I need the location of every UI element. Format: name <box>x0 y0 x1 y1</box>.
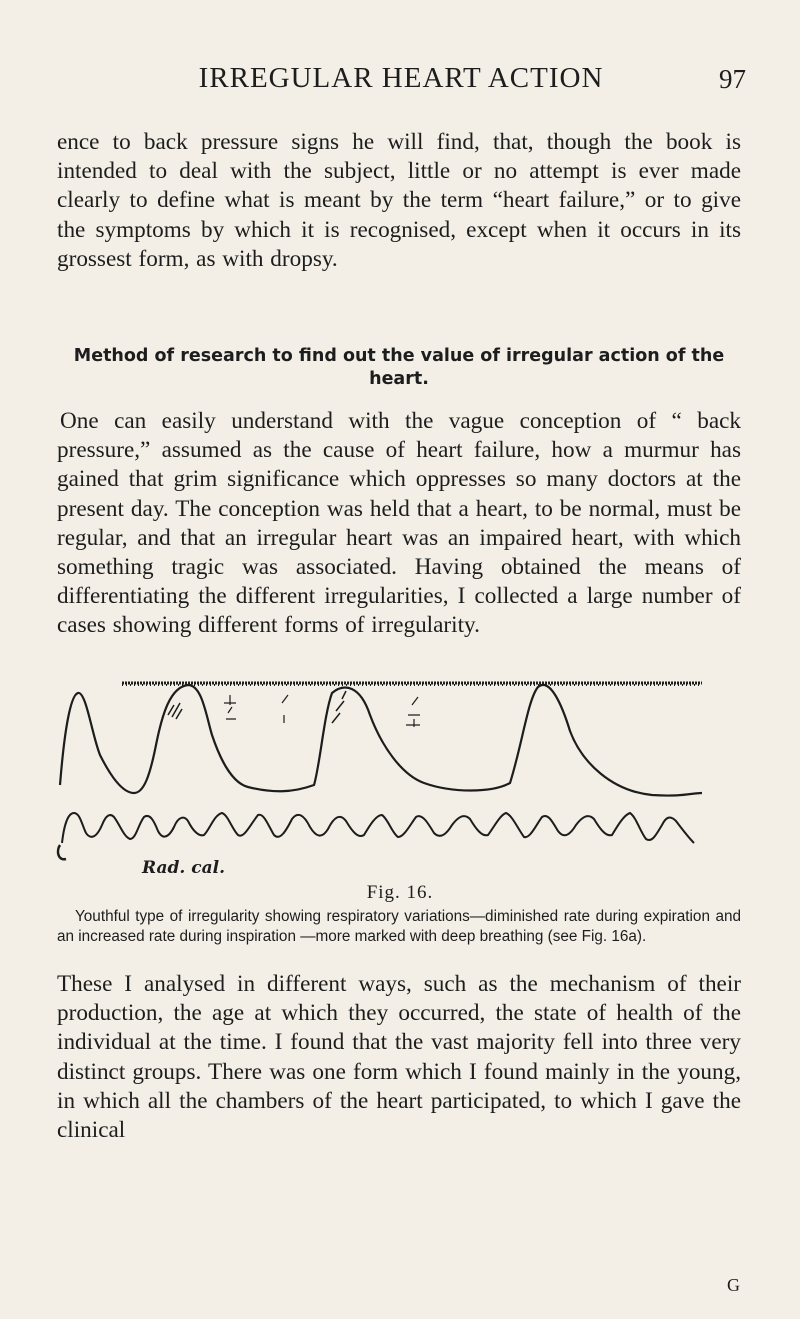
upper-tracing <box>60 685 702 796</box>
annotation-marks-3 <box>332 691 346 723</box>
running-head <box>56 62 746 96</box>
paragraph-1: ence to back pressure signs he will find, that, though the book is intended to deal with the subject, little or no attempt is ever made clearly to define what is meant by the term “heart failure,” or to give the symptoms by which it is recognised, except when it occurs in its grossest form, as with dropsy. <box>57 129 741 272</box>
figure-caption: Youthful type of irregularity showing respiratory variations—diminished rate during expiration and an increased rate during inspiration —more marked with deep breathing (see Fig. 16a). <box>57 908 741 945</box>
tracing-figure <box>52 675 752 895</box>
paragraph-3: These I analysed in different ways, such as the mechanism of their production, the age at which they occurred, the state of health of the individual at the time. I found that the vast majority fell into three very distinct groups. There was one form which I found mainly in the young, in which all the chambers of the heart participated, to which I gave the clinical <box>57 971 741 1144</box>
annotation-marks-1 <box>168 703 182 719</box>
annotation-marks-4 <box>406 697 420 727</box>
tracing-start-mark <box>58 845 66 859</box>
running-title: IRREGULAR HEART ACTION <box>198 62 604 94</box>
paragraph-2: One can easily understand with the vague conception of “ back pressure,” assumed as the cause of heart failure, how a murmur has gained that grim significance which oppresses so many doctors at the present day. The conception was held that a heart, to be normal, must be regular, and that an irregular heart was an impaired heart, with which something tragic was associated. Having obtained the means of differentiating the different irregularities, I collected a large number of cases showing different forms of irregularity. <box>57 408 741 639</box>
handwritten-label: Rad. cal. <box>142 858 225 878</box>
section-heading: Method of research to find out the value of irregular action of the heart. <box>73 346 725 389</box>
annotation-marks-2 <box>224 695 236 719</box>
signature-mark: G <box>727 1275 740 1295</box>
lower-tracing <box>62 813 694 843</box>
figure-label: Fig. 16. <box>366 882 434 903</box>
page-number: 97 <box>719 64 746 94</box>
annotation-marks-5 <box>282 695 288 723</box>
